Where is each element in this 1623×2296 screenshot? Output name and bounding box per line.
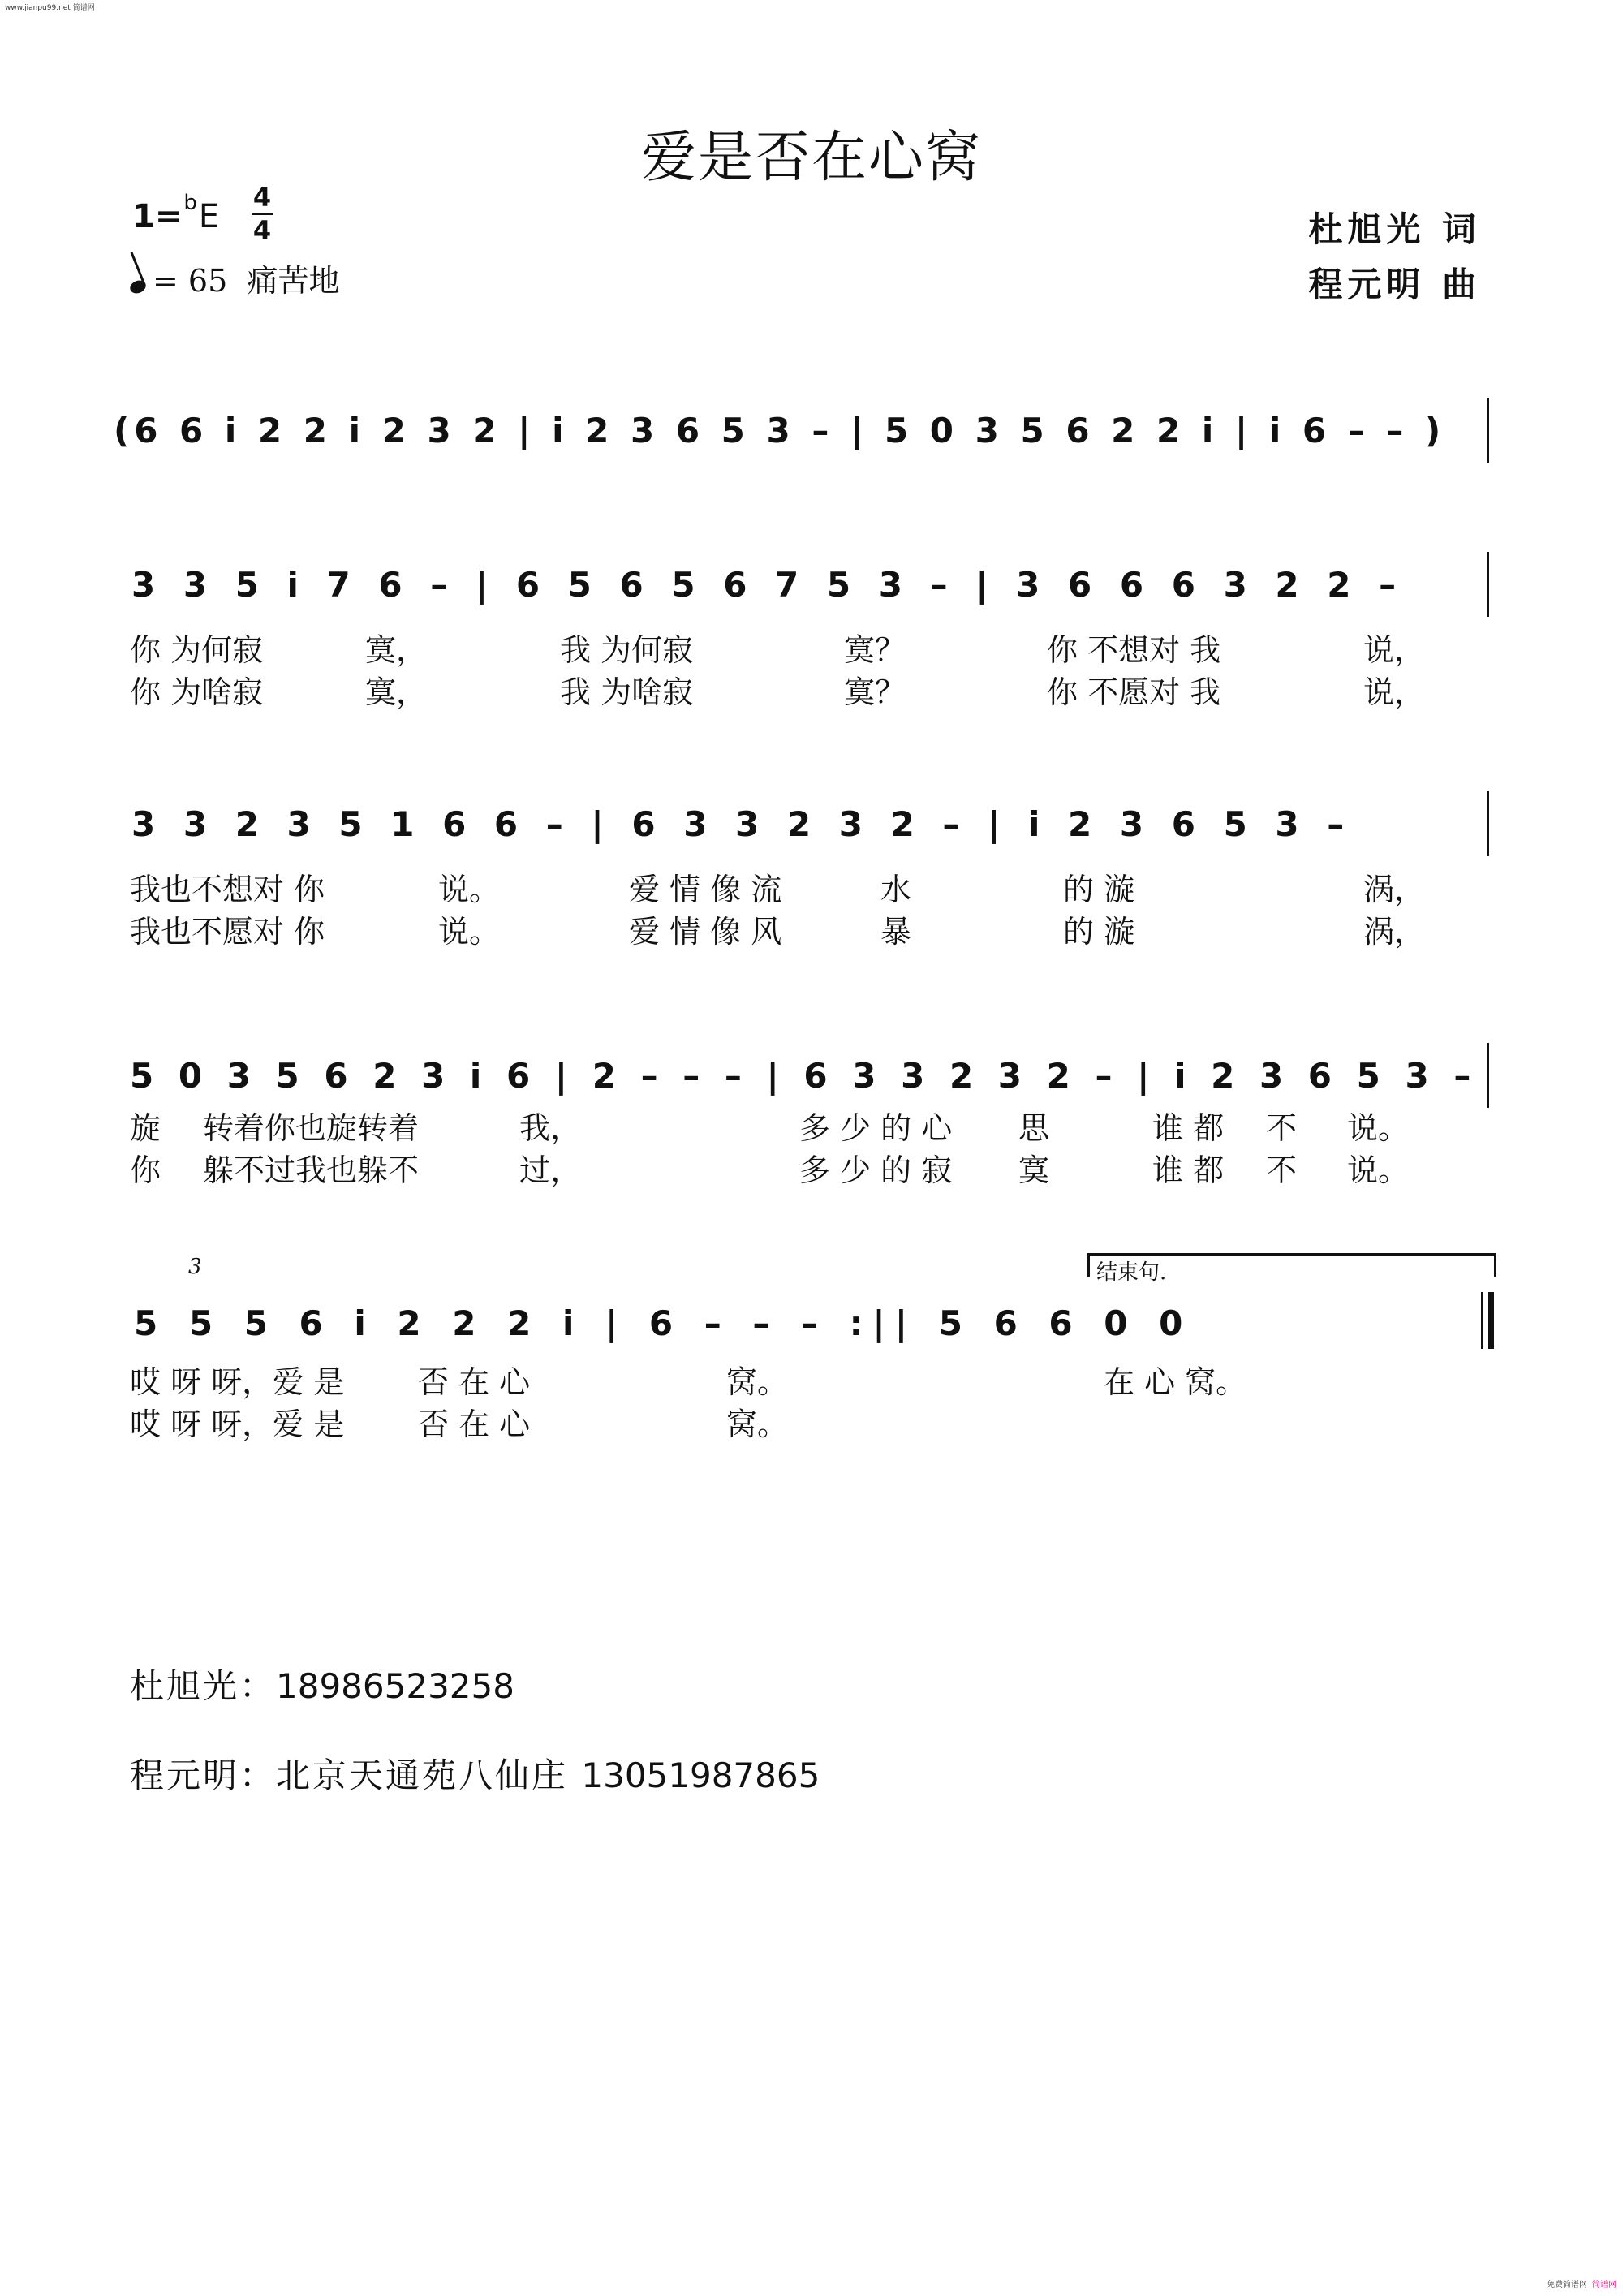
score-line-2 [0, 536, 1623, 795]
barline [1487, 1043, 1489, 1108]
lyric-seg: 过， [519, 1152, 582, 1188]
lyric-seg: 寞， [365, 674, 428, 710]
notes-line-1: (6 6 i 2 2 i 2 3 2 | i 2 3 6 5 3 – | 5 0 3 5 6 2 2 i | i 6 – – ) [114, 411, 1446, 450]
notes-line-3: 3 3 2 3 5 1 6 6 – | 6 3 3 2 3 2 – | i 2 3 6 5 3 – [131, 804, 1353, 844]
site-watermark-top: www.jianpu99.net 简谱网 [5, 4, 95, 12]
site-bottom-right: 简谱网 [1592, 2281, 1617, 2290]
lyric-seg: 窝。 [726, 1406, 789, 1442]
lyric-seg: 爱 情 像 流 [629, 872, 782, 907]
score-line-3 [0, 775, 1623, 1035]
lyric-seg: 思 [1018, 1110, 1050, 1146]
lyric-seg: 暴 [880, 914, 912, 950]
lyric-seg: 谁 都 [1152, 1110, 1225, 1146]
lyric-seg: 我也不想对 你 [130, 872, 325, 907]
lyric-seg: 寞 [1018, 1152, 1050, 1188]
lyric-seg: 你 不想对 我 [1047, 632, 1221, 668]
lyric-seg: 寞？ [844, 674, 906, 710]
barline [1481, 1292, 1483, 1349]
lyric-seg: 说。 [438, 872, 501, 907]
lyric-seg: 多 少 的 寂 [799, 1152, 953, 1188]
lyric-seg: 不 [1266, 1152, 1298, 1188]
key-prefix: 1= [132, 198, 183, 235]
notes-line-2: 3 3 5 i 7 6 – | 6 5 6 5 6 7 5 3 – | 3 6 6 6 3 2 2 – [131, 565, 1405, 605]
lyric-seg: 多 少 的 心 [799, 1110, 953, 1146]
contact-lyricist [130, 1660, 514, 1708]
flat-sign: b [183, 191, 197, 215]
song-title: 爱是否在心窝 [640, 126, 982, 190]
contact-name: 程元明：北京天通苑八仙庄 [130, 1755, 569, 1795]
lyric-seg: 寞？ [844, 632, 906, 668]
site-watermark-bottom [1547, 2277, 1617, 2290]
lyric-seg: 否 在 心 [418, 1364, 531, 1400]
lyric-seg: 你 为何寂 [130, 632, 264, 668]
tempo-marking [130, 256, 339, 300]
notes-line-5: 5 5 5 6 i 2 2 2 i | 6 – – – :|| 5 6 6 0 0 [134, 1303, 1193, 1343]
lyric-seg: 转着你也旋转着 [203, 1110, 420, 1146]
lyric-seg: 说， [1363, 632, 1426, 668]
lyric-seg: 的 漩 [1063, 914, 1135, 950]
lyric-seg: 谁 都 [1152, 1152, 1225, 1188]
lyric-seg: 旋 [130, 1110, 161, 1146]
contact-name: 杜旭光： [130, 1666, 277, 1706]
lyric-seg: 水 [880, 872, 912, 907]
lyric-seg: 我也不愿对 你 [130, 914, 325, 950]
site-bottom-left: 免费简谱网 [1547, 2281, 1587, 2290]
time-denominator: 4 [252, 215, 272, 246]
tempo-expression: 痛苦地 [247, 263, 340, 299]
volta-bracket: 结束句. [1087, 1253, 1496, 1277]
score-line-4 [0, 1027, 1623, 1286]
final-barline [1488, 1292, 1494, 1349]
lyric-seg: 说。 [1347, 1110, 1410, 1146]
lyric-seg: 你 不愿对 我 [1047, 674, 1221, 710]
contact-info: 18986523258 [276, 1666, 514, 1706]
lyric-seg: 说。 [438, 914, 501, 950]
contact-info: 13051987865 [581, 1755, 820, 1795]
lyric-seg: 我 为啥寂 [560, 674, 694, 710]
lyric-seg: 我， [519, 1110, 582, 1146]
barline [1487, 552, 1489, 617]
lyric-seg: 窝。 [726, 1364, 789, 1400]
lyric-seg: 我 为何寂 [560, 632, 694, 668]
lyricist-credit: 杜旭光 词 [1308, 209, 1481, 249]
key-signature [132, 191, 219, 235]
lyric-seg: 说。 [1347, 1152, 1410, 1188]
lyric-seg: 爱 情 像 风 [629, 914, 782, 950]
score-line-5 [0, 1250, 1623, 1510]
triplet-mark: 3 [188, 1255, 202, 1279]
lyric-seg: 哎 呀 呀，爱 是 [130, 1406, 345, 1442]
lyric-seg: 躲不过我也躲不 [203, 1152, 420, 1188]
tempo-bpm: = 65 [153, 263, 228, 299]
lyric-seg: 你 [130, 1152, 161, 1188]
lyric-seg: 寞， [365, 632, 428, 668]
composer-credit: 程元明 曲 [1308, 265, 1481, 304]
lyric-seg: 你 为啥寂 [130, 674, 264, 710]
lyric-seg: 在 心 窝。 [1104, 1364, 1247, 1400]
time-numerator: 4 [252, 182, 272, 213]
notes-line-4: 5 0 3 5 6 2 3 i 6 | 2 – – – | 6 3 3 2 3 2 – | i 2 3 6 5 3 – [130, 1056, 1478, 1096]
key-note: E [198, 198, 220, 235]
lyric-seg: 说， [1363, 674, 1426, 710]
lyric-seg: 否 在 心 [418, 1406, 531, 1442]
lyric-seg: 涡， [1363, 872, 1426, 907]
lyric-seg: 的 漩 [1063, 872, 1135, 907]
quarter-note-icon [128, 278, 148, 295]
time-signature [252, 182, 273, 246]
lyric-seg: 涡， [1363, 914, 1426, 950]
contact-composer [130, 1749, 820, 1798]
lyric-seg: 哎 呀 呀，爱 是 [130, 1364, 345, 1400]
lyric-seg: 不 [1266, 1110, 1298, 1146]
barline [1487, 398, 1489, 463]
barline [1487, 791, 1489, 856]
